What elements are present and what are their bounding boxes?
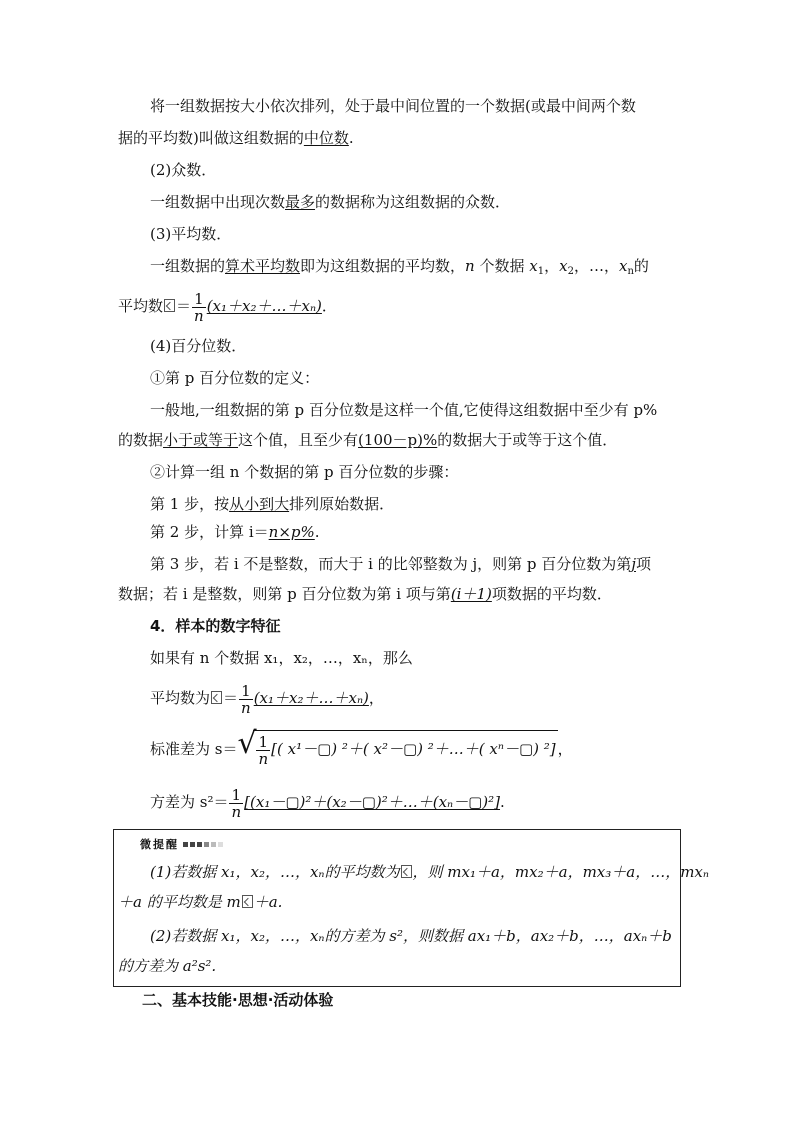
tip-title: 微提醒 bbox=[140, 836, 225, 852]
x-bar-placeholder-icon bbox=[164, 299, 175, 312]
heading-mean: (3)平均数． bbox=[150, 225, 232, 243]
decorative-squares-icon bbox=[183, 837, 225, 850]
percentile-def-1: 一般地,一组数据的第 p 百分位数是这样一个值,它使得这组数据中至少有 p% bbox=[150, 401, 658, 419]
heading-mode: (2)众数． bbox=[150, 161, 217, 179]
fraction-one-over-n: $\frac{1}{n}$ bbox=[231, 785, 242, 821]
mean-formula: 平均数 ＝ $\frac{1}{n}$ (x₁＋x₂＋…＋xₙ)． bbox=[118, 289, 337, 325]
term-less-or-equal: 小于或等于 bbox=[163, 431, 239, 449]
tip-1-line-2: ＋a 的平均数是 m ＋a. bbox=[118, 893, 283, 911]
step-2: 第 2 步，计算 i＝n×p%. bbox=[150, 523, 320, 541]
section-4-heading: 4．样本的数字特征 bbox=[150, 617, 281, 635]
median-line-1: 将一组数据按大小依次排列，处于最中间位置的一个数据(或最中间两个数 bbox=[150, 97, 636, 115]
mode-definition: 一组数据中出现次数最多的数据称为这组数据的众数． bbox=[150, 193, 511, 211]
heading-percentile: (4)百分位数． bbox=[150, 337, 247, 355]
percentile-def-2: 的数据小于或等于这个值，且至少有(100－p)%的数据大于或等于这个值． bbox=[118, 431, 618, 449]
term-small-to-large: 从小到大 bbox=[229, 495, 290, 513]
percentile-steps-title: ②计算一组 n 个数据的第 p 百分位数的步骤： bbox=[150, 463, 459, 481]
x-bar-placeholder-icon bbox=[242, 895, 253, 908]
tip-1-line-1: (1)若数据 x₁，x₂，…，xₙ的平均数为 ，则 mx₁＋a，mx₂＋a，mx₃＋a，…，mxₙ bbox=[150, 863, 709, 881]
term-j: j bbox=[631, 555, 636, 573]
term-median: 中位数 bbox=[303, 129, 349, 147]
x-bar-placeholder-icon bbox=[211, 691, 222, 704]
tip-2-line-1: (2)若数据 x₁，x₂，…，xₙ的方差为 s²，则数据 ax₁＋b，ax₂＋b，…，axₙ＋b bbox=[150, 927, 672, 945]
term-arithmetic-mean: 算术平均数 bbox=[225, 257, 301, 275]
percentile-def-title: ①第 p 百分位数的定义： bbox=[150, 369, 320, 387]
fraction-one-over-n: $\frac{1}{n}$ bbox=[194, 289, 204, 325]
formula-std-dev: 标准差为 s＝ √ $\frac{1}{n}$ [( x¹－▢) ²＋( x²－▢) ²＋…＋( xⁿ－▢) ²] ， bbox=[150, 726, 573, 768]
term-i-plus-1: (i＋1) bbox=[450, 585, 492, 603]
radical-sign-icon: √ $\frac{1}{n}$ [( x¹－▢) ²＋( x²－▢) ²＋…＋( xⁿ－▢) ²] bbox=[237, 726, 556, 768]
step-3-line-1: 第 3 步，若 i 不是整数，而大于 i 的比邻整数为 j，则第 p 百分位数为第j项 bbox=[150, 555, 651, 573]
term-most: 最多 bbox=[285, 193, 316, 211]
fraction-one-over-n: $\frac{1}{n}$ bbox=[241, 681, 251, 717]
section-2-heading: 二、基本技能·思想·活动体验 bbox=[142, 991, 334, 1009]
formula-variance: 方差为 s²＝ $\frac{1}{n}$ [(x₁－▢)²＋(x₂－▢)²＋…＋(xₙ－▢)²]. bbox=[150, 785, 505, 821]
term-n-times-p: n×p% bbox=[268, 523, 315, 541]
formula-mean: 平均数为 ＝ $\frac{1}{n}$ (x₁＋x₂＋…＋xₙ)， bbox=[150, 681, 384, 717]
mean-definition: 一组数据的算术平均数即为这组数据的平均数，n 个数据 $x_1$，$x_2$，…，$x_n$的 bbox=[150, 257, 649, 277]
sample-intro: 如果有 n 个数据 x₁，x₂，…，xₙ，那么 bbox=[150, 649, 413, 667]
step-1: 第 1 步，按从小到大排列原始数据． bbox=[150, 495, 395, 513]
step-3-line-2: 数据；若 i 是整数，则第 p 百分位数为第 i 项与第(i＋1)项数据的平均数． bbox=[118, 585, 612, 603]
x-bar-placeholder-icon bbox=[401, 865, 412, 878]
term-100-minus-p: (100－p)% bbox=[358, 431, 438, 449]
median-line-2: 据的平均数)叫做这组数据的中位数. bbox=[118, 129, 354, 147]
tip-2-line-2: 的方差为 a²s². bbox=[118, 957, 217, 975]
